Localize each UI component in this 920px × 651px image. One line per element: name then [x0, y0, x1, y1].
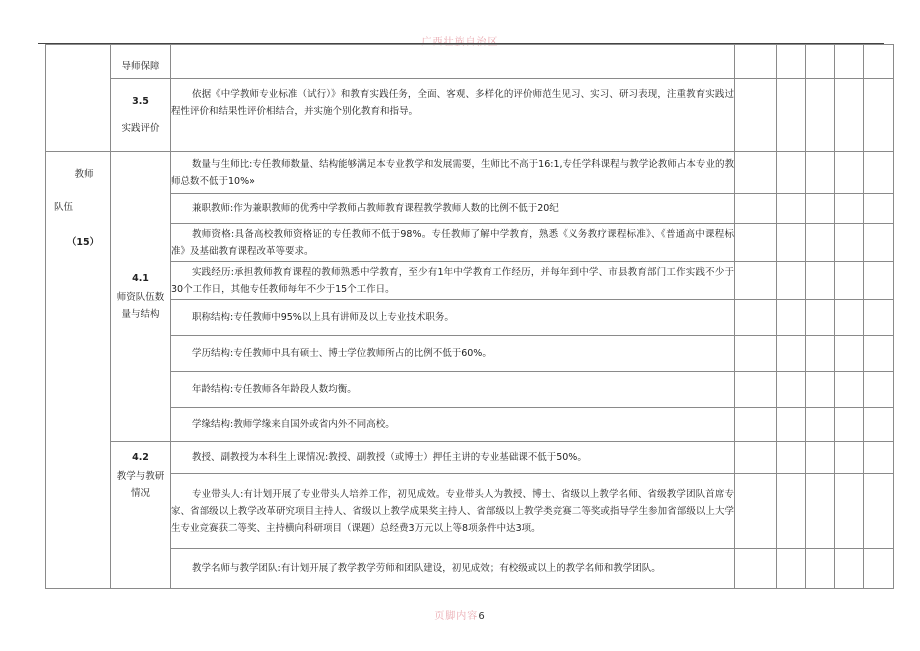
score-cell — [806, 336, 835, 372]
score-cell — [777, 79, 806, 152]
page-number: 6 — [478, 611, 486, 622]
table-row — [46, 152, 894, 194]
score-cell — [777, 194, 806, 224]
section4-score: （15） — [66, 237, 100, 248]
content-cell — [171, 549, 735, 589]
score-cell — [806, 474, 835, 549]
score-cell — [735, 442, 777, 474]
score-cell — [864, 336, 894, 372]
score-cell — [777, 45, 806, 79]
score-cell — [806, 224, 835, 262]
score-cell — [806, 300, 835, 336]
score-cell — [835, 224, 864, 262]
score-cell — [864, 372, 894, 408]
criterion-text: 实践经历:承担教师教育课程的教师熟悉中学教育，至少有1年中学教育工作经历，并每年到中学、市县教育部门工作实践不少于30个工作日，其他专任教师每年不少于15个工作日。 — [171, 266, 734, 295]
score-cell — [735, 408, 777, 442]
score-cell — [864, 549, 894, 589]
section4-label-line2: 队伍 — [54, 202, 74, 213]
score-cell — [835, 45, 864, 79]
score-cell — [835, 474, 864, 549]
content-cell — [171, 79, 735, 152]
criterion-text: 年龄结构:专任教师各年龄段人数均衡。 — [192, 384, 357, 395]
subsection-label: 师资队伍数量与结构 — [116, 292, 165, 320]
criterion-text: 学缘结构:教师学缘来自国外或省内外不同高校。 — [192, 419, 395, 430]
score-cell — [835, 79, 864, 152]
content-cell — [171, 224, 735, 262]
section3-label-cell — [46, 45, 111, 152]
subsection-number: 4.2 — [132, 452, 149, 463]
score-cell — [735, 194, 777, 224]
score-cell — [835, 194, 864, 224]
table-row — [46, 262, 894, 300]
table-row — [46, 442, 894, 474]
subsection-number: 3.5 — [132, 96, 149, 107]
score-cell — [864, 194, 894, 224]
table-row — [46, 336, 894, 372]
criterion-text: 职称结构:专任教师中95%以上具有讲师及以上专业技术职务。 — [192, 312, 454, 323]
content-cell — [171, 336, 735, 372]
score-cell — [835, 549, 864, 589]
score-cell — [735, 262, 777, 300]
section4-label-line1: 教师 — [74, 169, 94, 180]
subsection-cell — [111, 45, 171, 79]
score-cell — [835, 300, 864, 336]
subsection-cell — [111, 79, 171, 152]
score-cell — [806, 194, 835, 224]
table-row — [46, 474, 894, 549]
score-cell — [777, 152, 806, 194]
evaluation-table — [45, 44, 894, 589]
score-cell — [864, 262, 894, 300]
table-row — [46, 45, 894, 79]
content-cell — [171, 194, 735, 224]
score-cell — [835, 442, 864, 474]
score-cell — [735, 45, 777, 79]
content-cell — [171, 300, 735, 336]
score-cell — [864, 300, 894, 336]
score-cell — [777, 474, 806, 549]
content-cell — [171, 442, 735, 474]
table-row — [46, 224, 894, 262]
score-cell — [806, 45, 835, 79]
content-cell — [171, 408, 735, 442]
score-cell — [864, 442, 894, 474]
score-cell — [806, 152, 835, 194]
score-cell — [864, 224, 894, 262]
criterion-text: 教授、副教授为本科生上课情况:教授、副教授（或博士）押任主讲的专业基础课不低于50%。 — [192, 452, 587, 463]
score-cell — [777, 372, 806, 408]
table-row — [46, 549, 894, 589]
score-cell — [806, 262, 835, 300]
score-cell — [735, 224, 777, 262]
score-cell — [835, 372, 864, 408]
score-cell — [777, 300, 806, 336]
score-cell — [735, 474, 777, 549]
score-cell — [735, 79, 777, 152]
criterion-text: 教学名师与教学团队:有计划开展了教学教学劳师和团队建设，初见成效；有校级或以上的教学名师和教学团队。 — [192, 563, 661, 574]
score-cell — [777, 224, 806, 262]
content-cell — [171, 474, 735, 549]
subsection-4-2-cell — [111, 442, 171, 589]
score-cell — [806, 442, 835, 474]
content-cell — [171, 45, 735, 79]
criterion-text: 专业带头人:有计划开展了专业带头人培养工作，初见成效。专业带头人为教授、博士、省级以上教学名师、省级教学团队首席专家、省部级以上教学改革研究项目主持人、省级以上教学成果奖主持人、省部级以上教学类竞赛二等奖或指导学生参加省部级以上大学生专业竞赛获二等奖、主持横向科研项目（课题）总经费3万元以上等8项条件中达3项。 — [171, 488, 734, 534]
score-cell — [735, 336, 777, 372]
criterion-text: 数量与生师比:专任教师数量、结构能够满足本专业教学和发展需要，生师比不高于16:1,专任学科课程与教学论教师占本专业的教师总数不低于10%» — [171, 158, 734, 187]
score-cell — [864, 45, 894, 79]
score-cell — [864, 408, 894, 442]
content-cell — [171, 262, 735, 300]
footer-text: 页脚内容 — [434, 611, 479, 622]
score-cell — [735, 372, 777, 408]
score-cell — [864, 79, 894, 152]
subsection-4-1-cell — [111, 152, 171, 442]
criterion-text: 兼职教师:作为兼职教师的优秀中学教师占教师教育课程教学教师人数的比例不低于20纪 — [192, 203, 559, 214]
table-row — [46, 300, 894, 336]
score-cell — [777, 408, 806, 442]
subsection-label: 导师保障 — [121, 61, 160, 72]
score-cell — [806, 549, 835, 589]
criterion-text: 依据《中学教师专业标准（试行）》和教育实践任务，全面、客观、多样化的评价师范生见习、实习、研习表现，注重教育实践过程性评价和结果性评价相结合，并实施个别化教育和指导。 — [171, 89, 734, 117]
score-cell — [777, 442, 806, 474]
score-cell — [864, 474, 894, 549]
score-cell — [777, 262, 806, 300]
content-cell — [171, 372, 735, 408]
content-cell — [171, 152, 735, 194]
score-cell — [735, 152, 777, 194]
score-cell — [777, 549, 806, 589]
table-row — [46, 372, 894, 408]
score-cell — [806, 79, 835, 152]
criterion-text: 教师资格:具备高校教师资格证的专任教师不低于98%。专任教师了解中学教育，熟悉《义务教疗课程标准》、《普通高中课程标准》及基础教育课程改革等要求。 — [171, 228, 734, 257]
criterion-text: 学历结构:专任教师中具有硕士、博士学位教师所占的比例不低于60%。 — [192, 348, 492, 359]
subsection-label: 实践评价 — [121, 123, 160, 134]
section4-label-cell — [46, 152, 111, 589]
score-cell — [835, 336, 864, 372]
score-cell — [864, 152, 894, 194]
table-row — [46, 194, 894, 224]
score-cell — [735, 549, 777, 589]
score-cell — [835, 152, 864, 194]
score-cell — [835, 262, 864, 300]
subsection-number: 4.1 — [132, 273, 149, 284]
score-cell — [806, 408, 835, 442]
page-footer — [0, 607, 920, 622]
table-row — [46, 408, 894, 442]
score-cell — [835, 408, 864, 442]
score-cell — [777, 336, 806, 372]
table-row — [46, 79, 894, 152]
subsection-label: 教学与教研情况 — [116, 471, 165, 499]
score-cell — [806, 372, 835, 408]
score-cell — [735, 300, 777, 336]
page-header: 广西壮族自治区 — [421, 37, 499, 48]
